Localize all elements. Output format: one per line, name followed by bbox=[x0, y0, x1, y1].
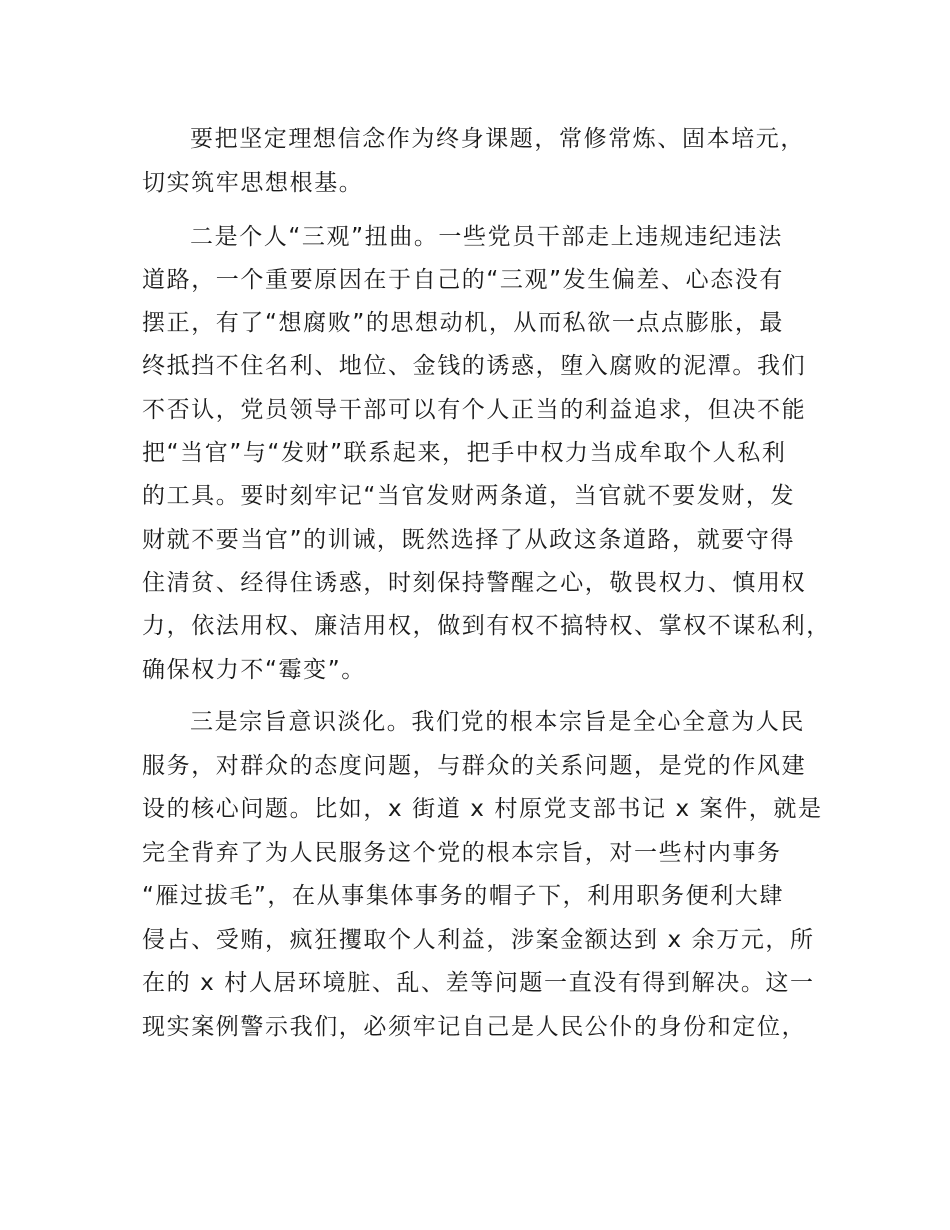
text-line: 把“当官”与“发财”联系起来，把手中权力当成牟取个人私利 bbox=[142, 440, 787, 466]
text-line: 确保权力不“霉变”。 bbox=[142, 657, 366, 683]
text-line: 切实筑牢思想根基。 bbox=[142, 170, 364, 196]
text-line: 现实案例警示我们，必须牢记自己是人民公仆的身份和定位， bbox=[142, 1014, 807, 1040]
text-line: 财就不要当官”的训诫，既然选择了从政这条道路，就要守得 bbox=[142, 527, 796, 553]
text-line: 不否认，党员领导干部可以有个人正当的利益追求，但决不能 bbox=[142, 397, 807, 423]
text-line: “雁过拔毛”，在从事集体事务的帽子下，利用职务便利大肆 bbox=[142, 883, 785, 909]
text-line: 要把坚定理想信念作为终身课题，常修常炼、固本培元， bbox=[190, 126, 805, 152]
text-line: 在的 x 村人居环境脏、乱、差等问题一直没有得到解决。这一 bbox=[142, 970, 815, 996]
text-line: 设的核心问题。比如，x 街道 x 村原党支部书记 x 案件，就是 bbox=[142, 796, 823, 822]
text-line: 住清贫、经得住诱惑，时刻保持警醒之心，敬畏权力、慎用权 bbox=[142, 570, 807, 596]
text-line: 服务，对群众的态度问题，与群众的关系问题，是党的作风建 bbox=[142, 753, 807, 779]
text-line: 侵占、受贿，疯狂攫取个人利益，涉案金额达到 x 余万元，所 bbox=[142, 927, 815, 953]
text-line: 完全背弃了为人民服务这个党的根本宗旨，对一些村内事务 bbox=[142, 840, 782, 866]
text-line: 道路，一个重要原因在于自己的“三观”发生偏差、心态没有 bbox=[142, 267, 785, 293]
text-line: 三是宗旨意识淡化。我们党的根本宗旨是全心全意为人民 bbox=[190, 709, 805, 735]
text-line: 二是个人“三观”扭曲。一些党员干部走上违规违纪违法 bbox=[190, 224, 783, 250]
text-line: 的工具。要时刻牢记“当官发财两条道，当官就不要发财，发 bbox=[142, 483, 796, 509]
text-line: 力，依法用权、廉洁用权，做到有权不搞特权、掌权不谋私利， bbox=[142, 613, 831, 639]
text-line: 终抵挡不住名利、地位、金钱的诱惑，堕入腐败的泥潭。我们 bbox=[142, 353, 807, 379]
text-line: 摆正，有了“想腐败”的思想动机，从而私欲一点点膨胀，最 bbox=[142, 310, 785, 336]
